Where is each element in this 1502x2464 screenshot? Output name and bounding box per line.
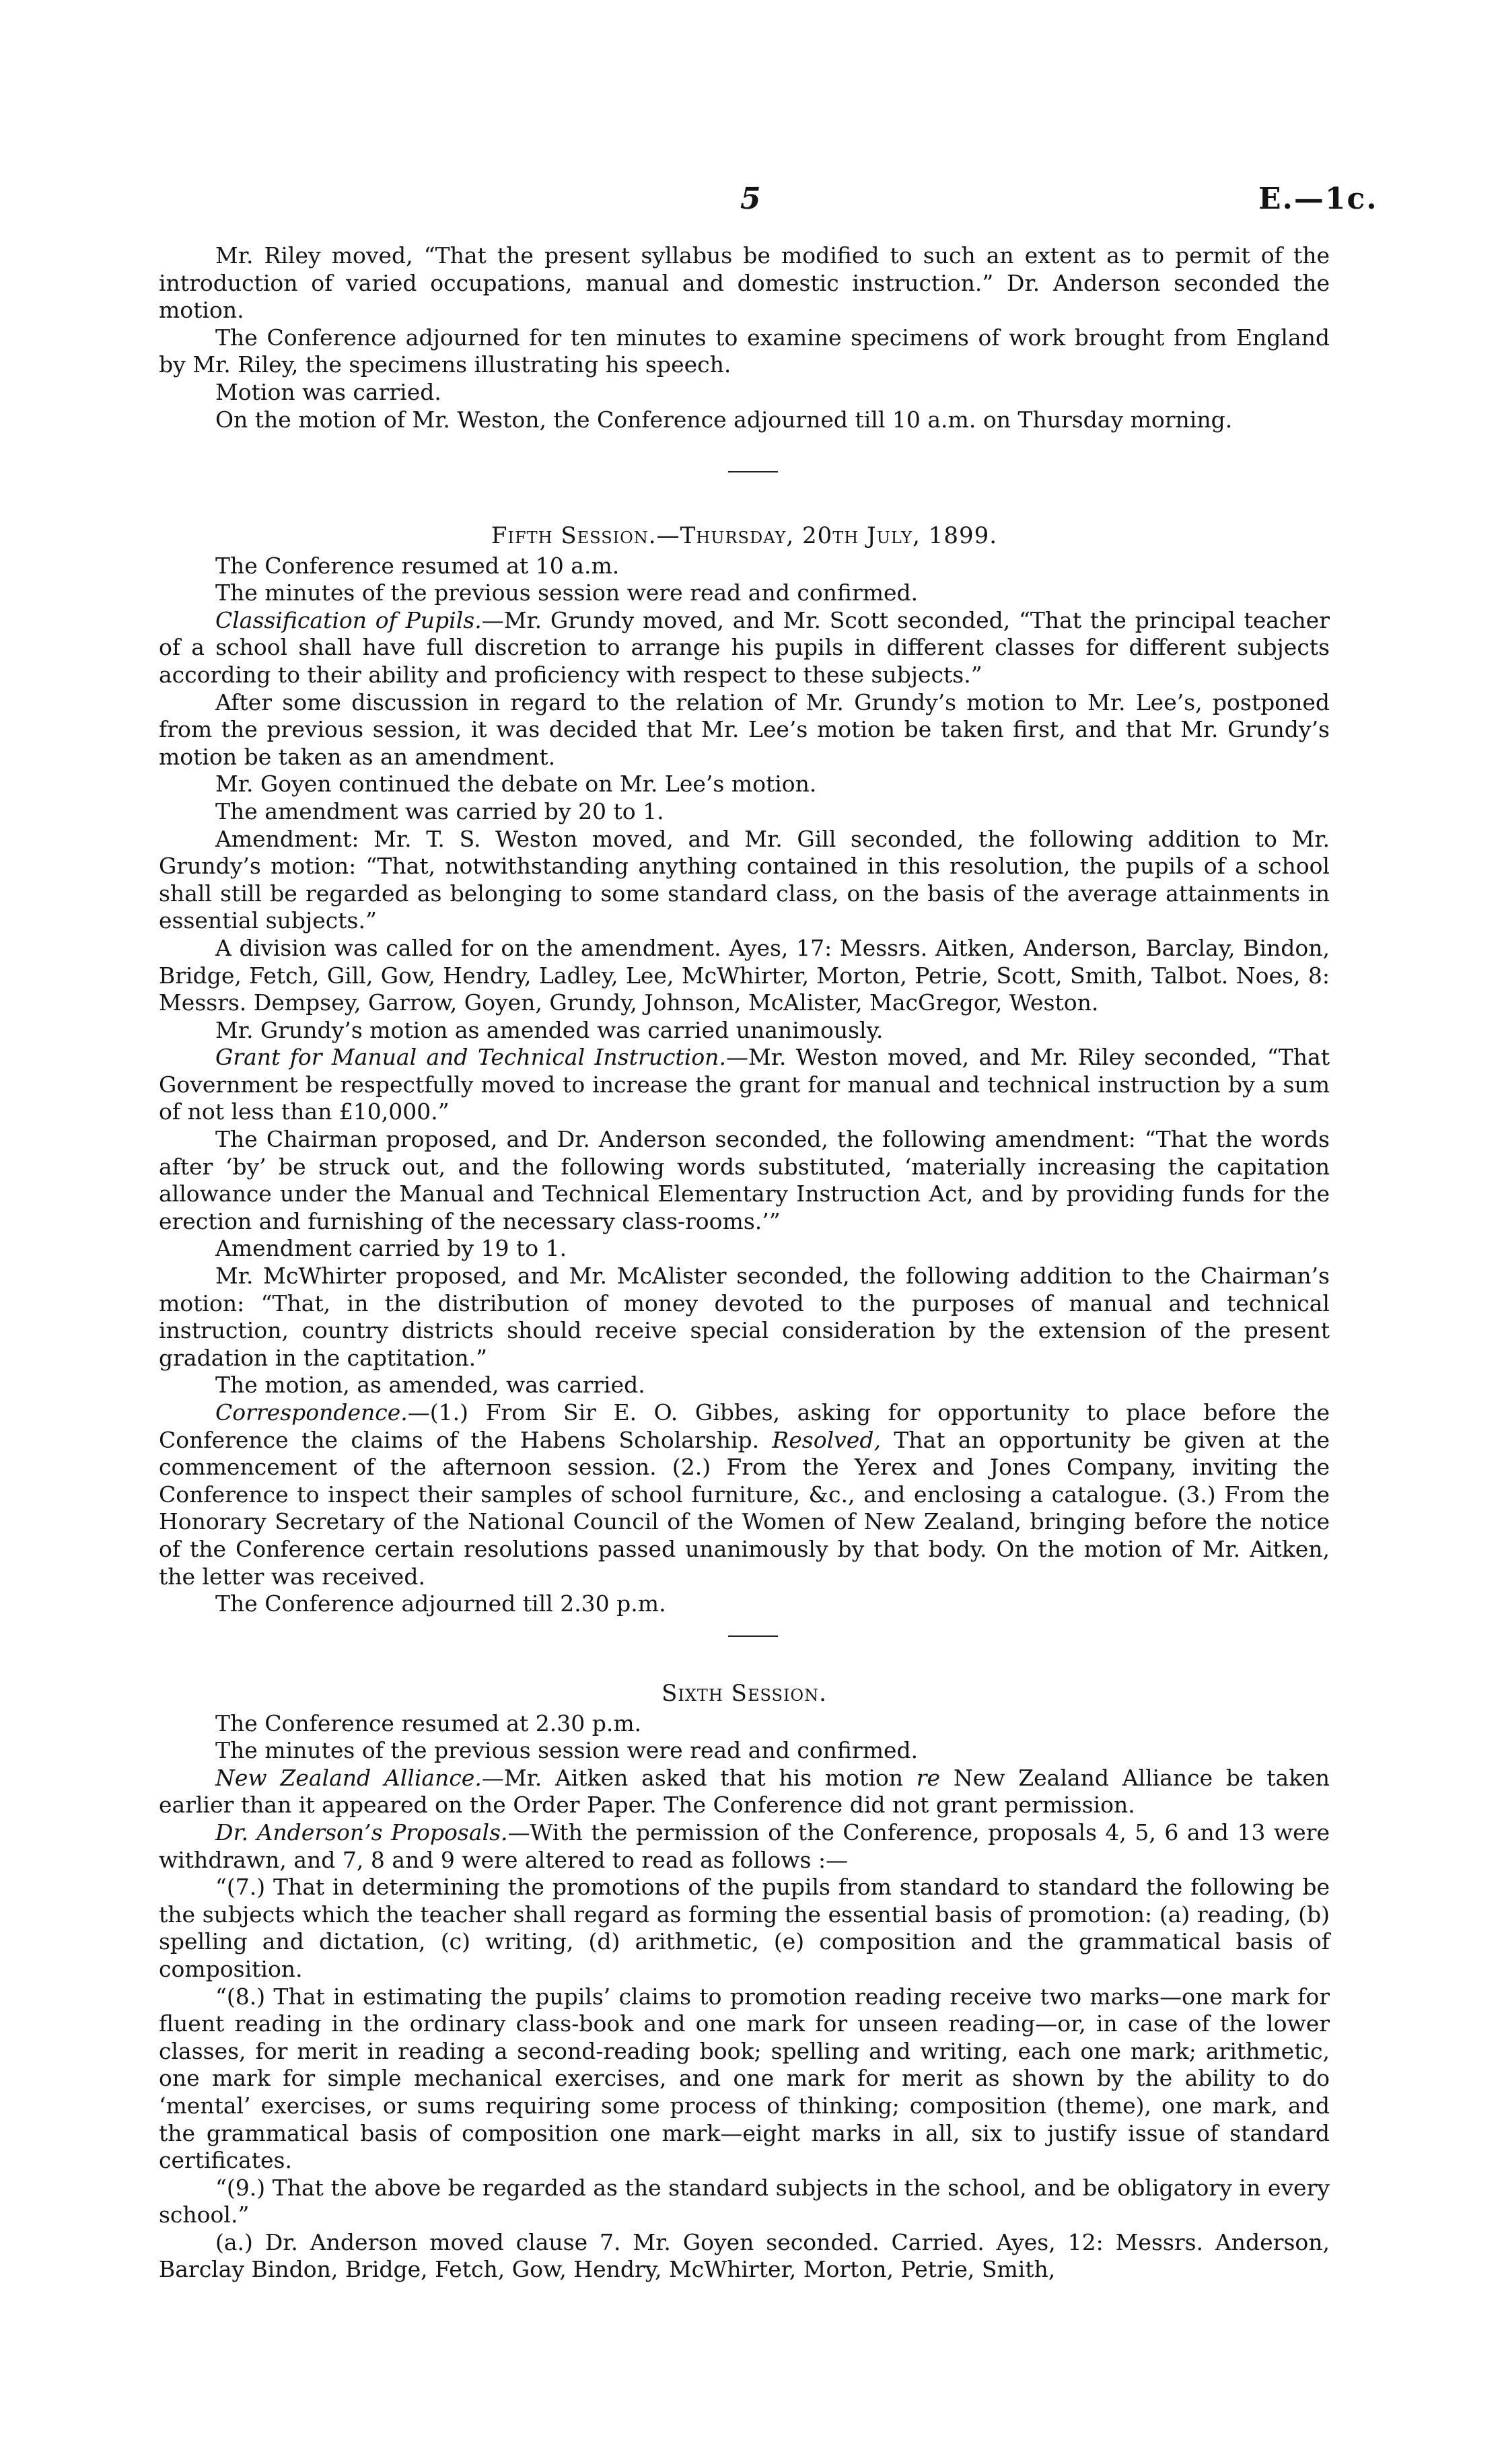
paragraph: New Zealand Alliance.—Mr. Aitken asked that his motion re New Zealand Alliance be taken earlier than it appeared on the Order Paper. The Conference did not grant permission. (159, 1764, 1330, 1819)
paragraph: Motion was carried. (215, 378, 441, 405)
page-number: 5 (740, 182, 761, 216)
paragraph: “(9.) That the above be regarded as the standard subjects in the school, and be obligatory in every school.” (159, 2174, 1330, 2228)
paragraph: The Chairman proposed, and Dr. Anderson seconded, the following amendment: “That the words after ‘by’ be struck out, and the following words substituted, ‘materially increasing the capitation allowance under the Manual and Technical Elementary Instruction Act, and by providing funds for the erection and furnishing of the necessary class-rooms.’” (159, 1126, 1330, 1234)
paragraph: Amendment carried by 19 to 1. (215, 1235, 567, 1262)
paragraph: Dr. Anderson’s Proposals.—With the permission of the Conference, proposals 4, 5, 6 and 13 were withdrawn, and 7, 8 and 9 were altered to read as follows :— (159, 1819, 1330, 1873)
paragraph: Mr. Goyen continued the debate on Mr. Lee’s motion. (215, 771, 817, 798)
paragraph: A division was called for on the amendment. Ayes, 17: Messrs. Aitken, Anderson, Barclay, Bindon, Bridge, Fetch, Gill, Gow, Hendry, Ladley, Lee, McWhirter, Morton, Petrie, Scott, Smith, Talbot. Noes, 8: Messrs. Dempsey, Garrow, Goyen, Grundy, Johnson, McAlister, MacGregor, Weston. (159, 934, 1330, 1016)
paragraph-title: Grant for Manual and Technical Instruction. (215, 1044, 726, 1071)
section-divider (728, 1635, 778, 1637)
sixth-session (159, 1680, 1330, 2284)
paragraph: Classification of Pupils.—Mr. Grundy moved, and Mr. Scott seconded, “That the principal teacher of a school shall have full discretion to arrange his pupils in different classes for different subjects according to their ability and proficiency with respect to these subjects.” (159, 606, 1330, 688)
paragraph: Amendment: Mr. T. S. Weston moved, and Mr. Gill seconded, the following addition to Mr. Grundy’s motion: “That, notwithstanding anything contained in this resolution, the pupils of a school shall still be regarded as belonging to some standard class, on the basis of the average attainments in essential subjects.” (159, 825, 1330, 934)
paragraph: The Conference adjourned for ten minutes to examine specimens of work brought from England by Mr. Riley, the specimens illustrating his speech. (159, 324, 1330, 378)
paragraph: Mr. Riley moved, “That the present syllabus be modified to such an extent as to permit of the introduction of varied occupations, manual and domestic instruction.” Dr. Anderson seconded the motion. (159, 242, 1330, 324)
paragraph: The minutes of the previous session were read and confirmed. (215, 579, 919, 606)
document-reference: E.—1c. (1258, 182, 1378, 216)
paragraph: “(8.) That in estimating the pupils’ claims to promotion reading receive two marks—one mark for fluent reading in the ordinary class-book and one mark for unseen reading—or, in case of the lower classes, for merit in reading a second-reading book; spelling and writing, each one mark; arithmetic, one mark for simple mechanical exercises, and one mark for merit as shown by the ability to do ‘mental’ exercises, or sums requiring some process of thinking; composition (theme), one mark, and the grammatical basis of composition one mark—eight marks in all, six to justify issue of standard certificates. (159, 1983, 1330, 2174)
paragraph: On the motion of Mr. Weston, the Conference adjourned till 10 a.m. on Thursday morning. (215, 406, 1233, 433)
paragraph: The minutes of the previous session were read and confirmed. (215, 1737, 919, 1764)
paragraph: “(7.) That in determining the promotions of the pupils from standard to standard the following be the subjects which the teacher shall regard as forming the essential basis of promotion: (a) reading, (b) spelling and dictation, (c) writing, (d) arithmetic, (e) composition and the grammatical basis of composition. (159, 1874, 1330, 1982)
section-divider (728, 471, 778, 472)
paragraph: After some discussion in regard to the relation of Mr. Grundy’s motion to Mr. Lee’s, postponed from the previous session, it was decided that Mr. Lee’s motion be taken first, and that Mr. Grundy’s motion be taken as an amendment. (159, 689, 1330, 770)
page-header (0, 182, 1502, 229)
paragraph: The amendment was carried by 20 to 1. (215, 798, 664, 824)
paragraph: Mr. Grundy’s motion as amended was carried unanimously. (215, 1016, 884, 1043)
paragraph-title: Dr. Anderson’s Proposals. (215, 1819, 508, 1845)
section-heading: Sixth Session. (661, 1680, 827, 1707)
session-four-conclusion (159, 242, 1330, 433)
section-heading: Fifth Session.—Thursday, 20th July, 1899. (491, 522, 998, 549)
fifth-session (159, 522, 1330, 1618)
paragraph: The Conference resumed at 2.30 p.m. (215, 1710, 642, 1736)
paragraph: The motion, as amended, was carried. (215, 1372, 645, 1399)
paragraph: Grant for Manual and Technical Instruction.—Mr. Weston moved, and Mr. Riley seconded, “That Government be respectfully moved to increase the grant for manual and technical instruction by a sum of not less than £10,000.” (159, 1044, 1330, 1125)
paragraph: (a.) Dr. Anderson moved clause 7. Mr. Goyen seconded. Carried. Ayes, 12: Messrs. Anderson, Barclay Bindon, Bridge, Fetch, Gow, Hendry, McWhirter, Morton, Petrie, Smith, (159, 2228, 1330, 2283)
paragraph: The Conference resumed at 10 a.m. (215, 552, 620, 579)
paragraph: Mr. McWhirter proposed, and Mr. McAlister seconded, the following addition to the Chairman’s motion: “That, in the distribution of money devoted to the purposes of manual and technical instruction, country districts should receive special consideration by the extension of the present gradation in the captitation.” (159, 1263, 1330, 1371)
paragraph-title: Classification of Pupils. (215, 606, 482, 633)
paragraph-title: Correspondence. (215, 1399, 408, 1425)
paragraph-title: New Zealand Alliance. (215, 1764, 482, 1791)
paragraph: Correspondence.—(1.) From Sir E. O. Gibbes, asking for opportunity to place before the Conference the claims of the Habens Scholarship. Resolved, That an opportunity be given at the commencement of the afternoon session. (2.) From the Yerex and Jones Company, inviting the Conference to inspect their samples of school furniture, &c., and enclosing a catalogue. (3.) From the Honorary Secretary of the National Council of the Women of New Zealand, bringing before the notice of the Conference certain resolutions passed unanimously by that body. On the motion of Mr. Aitken, the letter was received. (159, 1399, 1330, 1590)
paragraph: The Conference adjourned till 2.30 p.m. (215, 1590, 666, 1617)
